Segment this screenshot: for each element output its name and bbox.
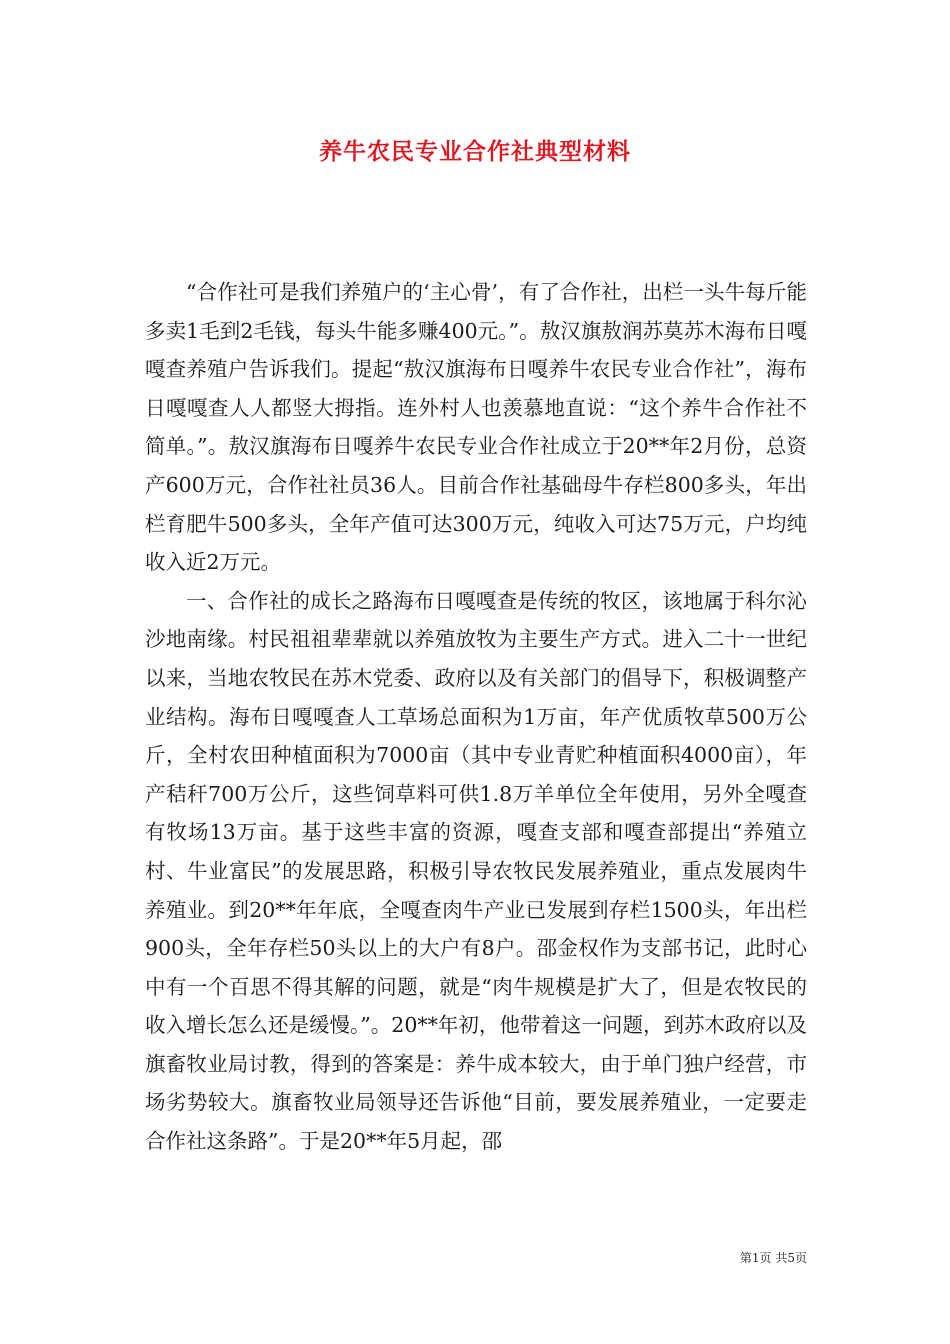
document-title: 养牛农民专业合作社典型材料 [319, 139, 631, 165]
paragraph-growth-path: 一、合作社的成长之路海布日嘎嘎查是传统的牧区，该地属于科尔沁沙地南缘。村民祖祖辈辈就以养殖放牧为主要生产方式。进入二十一世纪以来，当地农牧民在苏木党委、政府以及有关部门的倡导下，积极调整产业结构。海布日嘎嘎查人工草场总面积为1万亩，年产优质牧草500万公斤，全村农田种植面积为7000亩（其中专业青贮种植面积4000亩），年产秸秆700万公斤，这些饲草料可供1.8万羊单位全年使用，另外全嘎查有牧场13万亩。基于这些丰富的资源，嘎查支部和嘎查部提出“养殖立村、牛业富民”的发展思路，积极引导农牧民发展养殖业，重点发展肉牛养殖业。到20**年年底，全嘎查肉牛产业已发展到存栏1500头，年出栏900头，全年存栏50头以上的大户有8户。邵金权作为支部书记，此时心中有一个百思不得其解的问题，就是“肉牛规模是扩大了，但是农牧民的收入增长怎么还是缓慢。”。20**年初，他带着这一问题，到苏木政府以及旗畜牧业局讨教，得到的答案是：养牛成本较大，由于单门独户经营，市场劣势较大。旗畜牧业局领导还告诉他“目前，要发展养殖业，一定要走合作社这条路”。于是20**年5月起，邵 [145, 588, 807, 1154]
paragraph-intro: “合作社可是我们养殖户的‘主心骨’，有了合作社，出栏一头牛每斤能多卖1毛到2毛钱，每头牛能多赚400元。”。敖汉旗敖润苏莫苏木海布日嘎嘎查养殖户告诉我们。提起“敖汉旗海布日嘎养牛农民专业合作社”，海布日嘎嘎查人人都竖大拇指。连外村人也羡慕地直说：“这个养牛合作社不简单。”。敖汉旗海布日嘎养牛农民专业合作社成立于20**年2月份，总资产600万元，合作社社员36人。目前合作社基础母牛存栏800多头，年出栏育肥牛500多头，全年产值可达300万元，纯收入可达75万元，户均纯收入近2万元。 [145, 280, 807, 575]
document-body [145, 273, 807, 1161]
page-number-footer: 第1页 共5页 [739, 1251, 807, 1265]
